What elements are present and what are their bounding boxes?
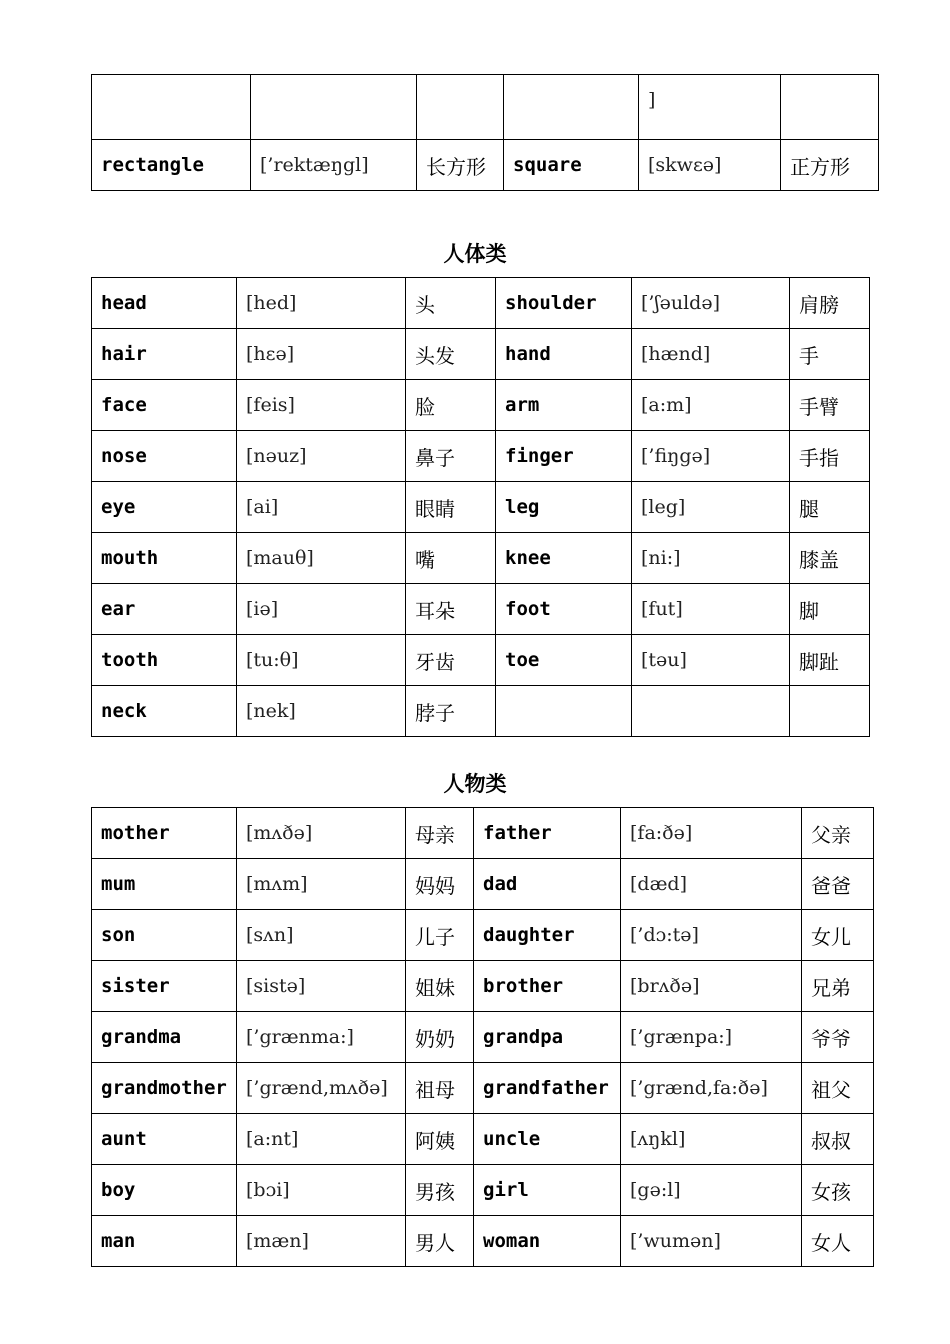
chinese-meaning-cell: 眼睛 xyxy=(406,482,496,533)
english-word-cell: knee xyxy=(496,533,632,584)
chinese-meaning-cell: 头 xyxy=(406,278,496,329)
english-word-cell: ear xyxy=(92,584,237,635)
chinese-meaning-cell: 阿姨 xyxy=(406,1114,474,1165)
chinese-meaning-cell: 耳朵 xyxy=(406,584,496,635)
chinese-meaning-cell: 祖父 xyxy=(802,1063,874,1114)
phonetic-cell: [skwɛə] xyxy=(639,140,781,191)
chinese-meaning-cell: 脚 xyxy=(790,584,870,635)
table-row xyxy=(92,584,870,635)
chinese-meaning-cell: 姐妹 xyxy=(406,961,474,1012)
phonetic-cell: [bɔi] xyxy=(237,1165,406,1216)
table-row xyxy=(92,278,870,329)
phonetic-cell: [sistə] xyxy=(237,961,406,1012)
phonetic-cell: [mʌm] xyxy=(237,859,406,910)
chinese-meaning-cell: 爸爸 xyxy=(802,859,874,910)
table-row xyxy=(92,329,870,380)
phonetic-cell: [’wumən] xyxy=(621,1216,802,1267)
english-word-cell: daughter xyxy=(474,910,621,961)
phonetic-cell: [’grænpa:] xyxy=(621,1012,802,1063)
table-row xyxy=(92,686,870,737)
chinese-meaning-cell: 女儿 xyxy=(802,910,874,961)
english-word-cell: foot xyxy=(496,584,632,635)
chinese-meaning-cell: 爷爷 xyxy=(802,1012,874,1063)
table-row xyxy=(92,75,879,140)
phonetic-cell: [’dɔ:tə] xyxy=(621,910,802,961)
chinese-meaning-cell: 鼻子 xyxy=(406,431,496,482)
english-word-cell xyxy=(92,75,251,140)
english-word-cell: head xyxy=(92,278,237,329)
table-row xyxy=(92,961,874,1012)
english-word-cell: tooth xyxy=(92,635,237,686)
english-word-cell: arm xyxy=(496,380,632,431)
chinese-meaning-cell: 脸 xyxy=(406,380,496,431)
english-word-cell: woman xyxy=(474,1216,621,1267)
shapes-table-body xyxy=(92,75,879,191)
phonetic-cell: [hænd] xyxy=(632,329,790,380)
phonetic-cell: [mʌðə] xyxy=(237,808,406,859)
chinese-meaning-cell xyxy=(781,75,879,140)
section-title-people: 人物类 xyxy=(443,772,507,796)
chinese-meaning-cell: 叔叔 xyxy=(802,1114,874,1165)
phonetic-cell: [gə:l] xyxy=(621,1165,802,1216)
body-table-body xyxy=(92,278,870,737)
phonetic-cell: [sʌn] xyxy=(237,910,406,961)
table-row xyxy=(92,859,874,910)
table-row xyxy=(92,910,874,961)
chinese-meaning-cell: 脚趾 xyxy=(790,635,870,686)
table-row xyxy=(92,482,870,533)
english-word-cell: brother xyxy=(474,961,621,1012)
chinese-meaning-cell: 牙齿 xyxy=(406,635,496,686)
chinese-meaning-cell: 女人 xyxy=(802,1216,874,1267)
chinese-meaning-cell: 男孩 xyxy=(406,1165,474,1216)
chinese-meaning-cell: 膝盖 xyxy=(790,533,870,584)
people-vocabulary-table xyxy=(91,807,874,1267)
english-word-cell: face xyxy=(92,380,237,431)
chinese-meaning-cell: 正方形 xyxy=(781,140,879,191)
chinese-meaning-cell: 妈妈 xyxy=(406,859,474,910)
people-table-body xyxy=(92,808,874,1267)
english-word-cell: sister xyxy=(92,961,237,1012)
phonetic-cell: [fa:ðə] xyxy=(621,808,802,859)
english-word-cell: nose xyxy=(92,431,237,482)
english-word-cell: shoulder xyxy=(496,278,632,329)
section-title-body: 人体类 xyxy=(443,242,507,266)
table-row xyxy=(92,635,870,686)
english-word-cell: grandma xyxy=(92,1012,237,1063)
english-word-cell: mouth xyxy=(92,533,237,584)
table-row xyxy=(92,1012,874,1063)
english-word-cell: father xyxy=(474,808,621,859)
english-word-cell: grandfather xyxy=(474,1063,621,1114)
phonetic-cell: [nek] xyxy=(237,686,406,737)
phonetic-cell: [nəuz] xyxy=(237,431,406,482)
chinese-meaning-cell: 脖子 xyxy=(406,686,496,737)
english-word-cell: aunt xyxy=(92,1114,237,1165)
phonetic-cell: [hɛə] xyxy=(237,329,406,380)
phonetic-cell: [brʌðə] xyxy=(621,961,802,1012)
phonetic-cell: [’ʃəuldə] xyxy=(632,278,790,329)
chinese-meaning-cell: 头发 xyxy=(406,329,496,380)
table-row xyxy=(92,1165,874,1216)
phonetic-cell: [ʌŋkl] xyxy=(621,1114,802,1165)
chinese-meaning-cell: 肩膀 xyxy=(790,278,870,329)
english-word-cell: girl xyxy=(474,1165,621,1216)
chinese-meaning-cell: 女孩 xyxy=(802,1165,874,1216)
phonetic-cell: [təu] xyxy=(632,635,790,686)
body-vocabulary-table xyxy=(91,277,870,737)
chinese-meaning-cell: 父亲 xyxy=(802,808,874,859)
english-word-cell: man xyxy=(92,1216,237,1267)
chinese-meaning-cell: 腿 xyxy=(790,482,870,533)
chinese-meaning-cell: 奶奶 xyxy=(406,1012,474,1063)
phonetic-cell: [mæn] xyxy=(237,1216,406,1267)
phonetic-cell: [’grænd,fa:ðə] xyxy=(621,1063,802,1114)
english-word-cell: grandpa xyxy=(474,1012,621,1063)
english-word-cell: hand xyxy=(496,329,632,380)
phonetic-cell: [ni:] xyxy=(632,533,790,584)
table-row xyxy=(92,808,874,859)
phonetic-cell: [a:m] xyxy=(632,380,790,431)
english-word-cell: square xyxy=(504,140,639,191)
table-row xyxy=(92,1216,874,1267)
english-word-cell: eye xyxy=(92,482,237,533)
phonetic-cell xyxy=(251,75,417,140)
chinese-meaning-cell xyxy=(790,686,870,737)
phonetic-cell: ] xyxy=(639,75,781,140)
phonetic-cell: [mauθ] xyxy=(237,533,406,584)
chinese-meaning-cell: 男人 xyxy=(406,1216,474,1267)
english-word-cell: boy xyxy=(92,1165,237,1216)
phonetic-cell: [dæd] xyxy=(621,859,802,910)
table-row xyxy=(92,1063,874,1114)
english-word-cell xyxy=(504,75,639,140)
phonetic-cell: [fut] xyxy=(632,584,790,635)
phonetic-cell: [hed] xyxy=(237,278,406,329)
chinese-meaning-cell: 儿子 xyxy=(406,910,474,961)
english-word-cell: grandmother xyxy=(92,1063,237,1114)
english-word-cell: uncle xyxy=(474,1114,621,1165)
phonetic-cell xyxy=(632,686,790,737)
english-word-cell xyxy=(496,686,632,737)
english-word-cell: dad xyxy=(474,859,621,910)
chinese-meaning-cell: 嘴 xyxy=(406,533,496,584)
phonetic-cell: [’rektæŋgl] xyxy=(251,140,417,191)
english-word-cell: son xyxy=(92,910,237,961)
phonetic-cell: [leg] xyxy=(632,482,790,533)
english-word-cell: leg xyxy=(496,482,632,533)
chinese-meaning-cell: 长方形 xyxy=(417,140,504,191)
table-row xyxy=(92,140,879,191)
table-row xyxy=(92,1114,874,1165)
shapes-vocabulary-table xyxy=(91,74,879,191)
english-word-cell: mum xyxy=(92,859,237,910)
phonetic-cell: [iə] xyxy=(237,584,406,635)
phonetic-cell: [’fiŋgə] xyxy=(632,431,790,482)
chinese-meaning-cell: 手 xyxy=(790,329,870,380)
chinese-meaning-cell: 手指 xyxy=(790,431,870,482)
table-row xyxy=(92,431,870,482)
table-row xyxy=(92,380,870,431)
english-word-cell: hair xyxy=(92,329,237,380)
chinese-meaning-cell xyxy=(417,75,504,140)
phonetic-cell: [’grænma:] xyxy=(237,1012,406,1063)
phonetic-cell: [feis] xyxy=(237,380,406,431)
english-word-cell: finger xyxy=(496,431,632,482)
english-word-cell: rectangle xyxy=(92,140,251,191)
chinese-meaning-cell: 祖母 xyxy=(406,1063,474,1114)
table-row xyxy=(92,533,870,584)
chinese-meaning-cell: 母亲 xyxy=(406,808,474,859)
phonetic-cell: [tu:θ] xyxy=(237,635,406,686)
phonetic-cell: [ai] xyxy=(237,482,406,533)
phonetic-cell: [a:nt] xyxy=(237,1114,406,1165)
phonetic-cell: [’grænd,mʌðə] xyxy=(237,1063,406,1114)
chinese-meaning-cell: 手臂 xyxy=(790,380,870,431)
english-word-cell: neck xyxy=(92,686,237,737)
chinese-meaning-cell: 兄弟 xyxy=(802,961,874,1012)
english-word-cell: toe xyxy=(496,635,632,686)
english-word-cell: mother xyxy=(92,808,237,859)
